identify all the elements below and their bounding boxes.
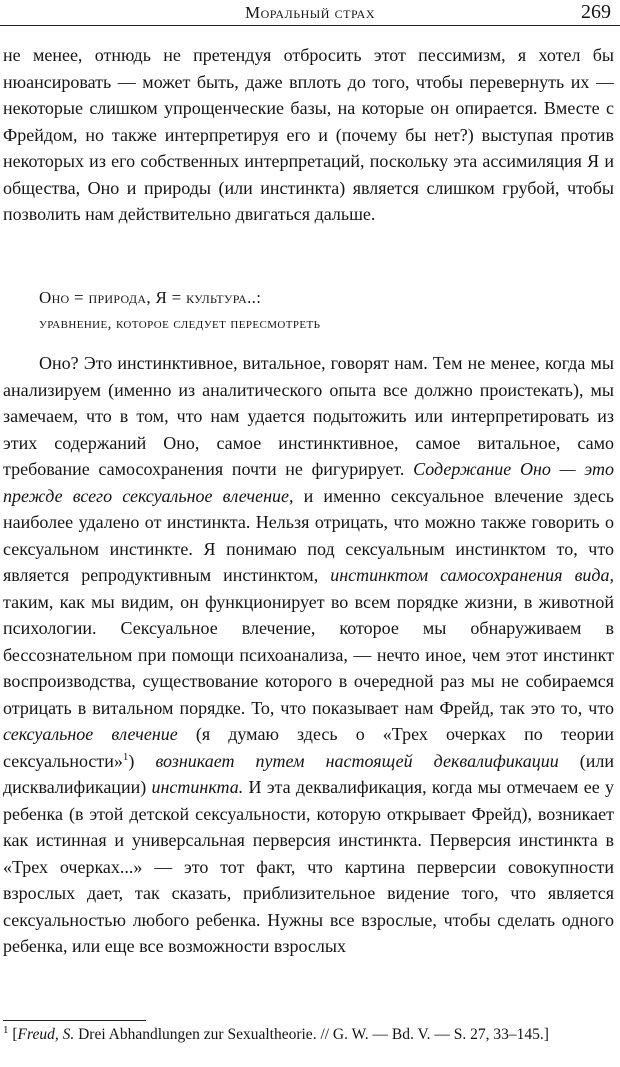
footnote-number: 1 [3, 1023, 9, 1036]
text-run: И эта деквалификация, когда мы отмечаем ее у ребенка (в этой детской сексуальности, которую открывает Фрейд), возникает как истинная и универсальная перверсия инстинкта. Перверсия инстинкта в «Трех очерках...» — это тот факт, что картина перверсии совокупности взрослых дает, так сказать, приблизительное видение того, что является сексуальностью любого ребенка. Нужны все взрослые, чтобы сделать одного ребенка, или еще все возможности взрослых [3, 777, 614, 956]
page-number: 269 [581, 1, 611, 23]
section-heading [39, 285, 320, 337]
text-run: (или дисквалификации) [3, 750, 614, 797]
running-head: Моральный страх [245, 3, 375, 22]
italic-run: инстинкта. [151, 777, 244, 797]
footnote-reference[interactable]: 1 [122, 750, 129, 763]
italic-run: возникает путем настоящей деквалификации [155, 750, 559, 771]
italic-run: Содержание Оно — это прежде всего сексуальное влечение, [3, 459, 614, 506]
paragraph-continuation: не менее, отнюдь не претендуя отбросить этот пессимизм, я хотел бы нюансировать — может быть, даже вплоть до того, чтобы перевернуть их — некоторые слишком упрощенческие базы, на которые он опирается. Вместе с Фрейдом, но также интерпретируя его и (почему бы нет?) выступая против некоторых из его собственных интерпретаций, поскольку эта ассимиляция Я и общества, Оно и природы (или инстинкта) является слишком грубой, чтобы позволить нам действительно двигаться дальше. [3, 45, 614, 224]
text-run: ) [128, 750, 156, 771]
section-heading-line2: уравнение, которое следует пересмотреть [39, 316, 321, 332]
text-run: Оно? Это инстинктивное, витальное, говорят нам. Тем не менее, когда мы анализируем (именно из аналитического опыта все должно проистекать), мы замечаем, что в том, что нам удается подытожить или интерпретировать из этих содержаний Оно, самое инстинктивное, самое витальное, само требование самосохранения почти не фигурирует. [3, 353, 614, 479]
footnote-rule [3, 1020, 146, 1021]
text-run: и именно сексуальное влечение здесь наиболее удалено от инстинкта. Нельзя отрицать, что можно также говорить о сексуальном инстинкте. Я понимаю под сексуальным инстинктом то, что является репродуктивным инстинктом, [3, 485, 614, 585]
paragraph-main [3, 350, 614, 960]
text-run: таким, как мы видим, он функционирует во всем порядке жизни, в животной психологии. Сексуальное влечение, которое мы обнаруживаем в бессознательном при помощи психоанализа, — нечто иное, чем этот инстинкт воспроизводства, существование которого в очередной раз мы не собираемся отрицать в витальном порядке. То, что показывает нам Фрейд, так это то, что [3, 591, 614, 718]
section-heading-line1: Оно = природа, Я = культура..: [39, 288, 262, 307]
header-rule [0, 25, 620, 26]
footnote-open: [ [8, 1026, 18, 1043]
footnote-text: Drei Abhandlungen zur Sexualtheorie. // G. W. — Bd. V. — S. 27, 33–145.] [74, 1026, 549, 1043]
italic-run: сексуальное влечение [3, 724, 178, 744]
footnote-author: Freud, S. [17, 1026, 75, 1043]
text-run: (я думаю здесь о «Трех очерках по теории сексуальности» [3, 724, 614, 771]
italic-run: инстинктом самосохранения вида, [330, 565, 614, 585]
page-header [0, 0, 620, 28]
footnote [3, 1025, 614, 1045]
